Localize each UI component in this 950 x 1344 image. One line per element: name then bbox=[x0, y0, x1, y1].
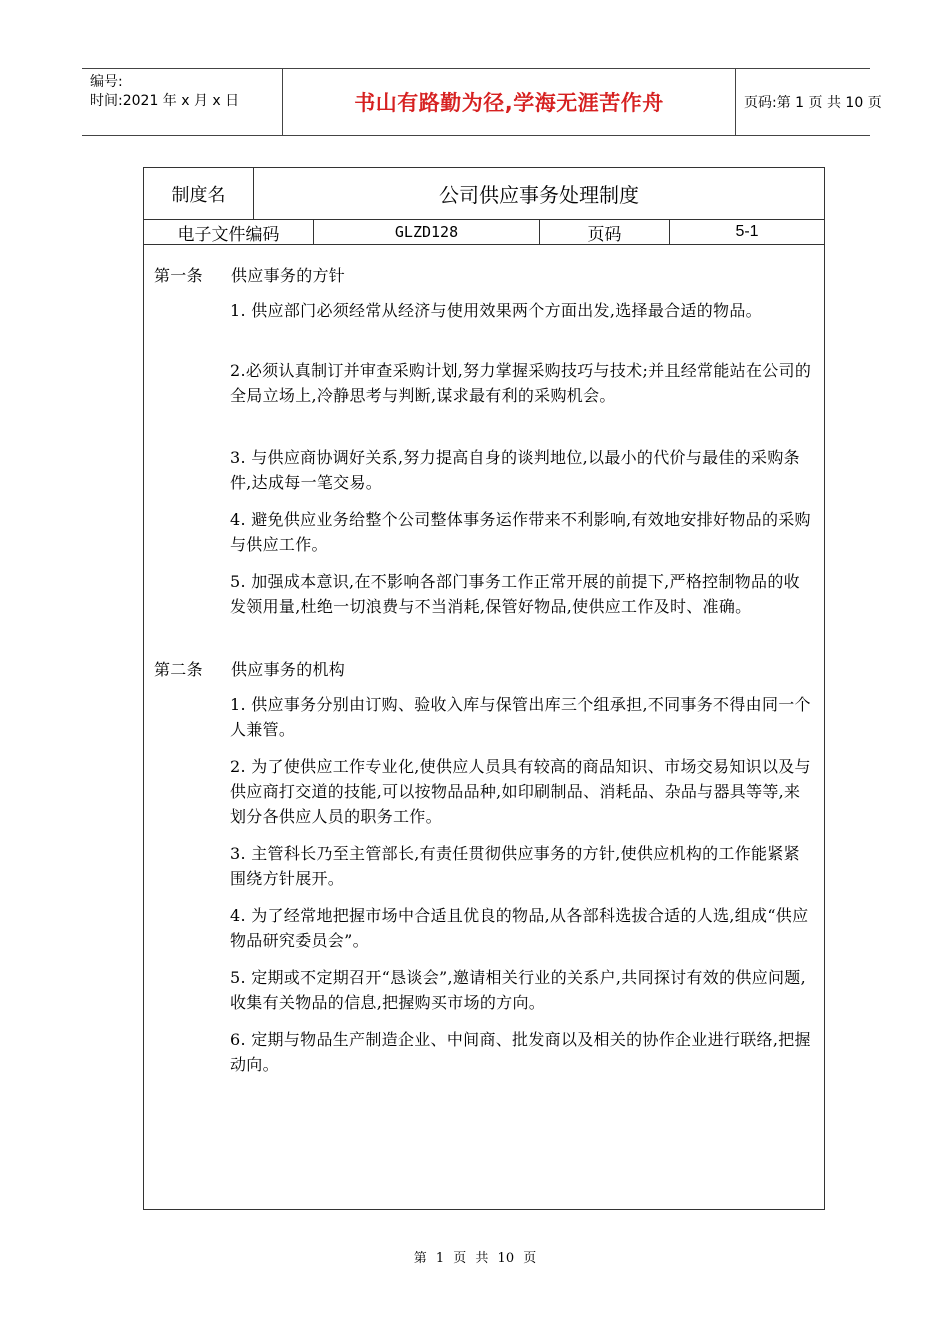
header-page-info: 页码:第 1 页 共 10 页 bbox=[744, 95, 882, 111]
regulation-name-label: 制度名 bbox=[144, 168, 254, 219]
regulation-title: 公司供应事务处理制度 bbox=[439, 183, 639, 207]
article-1-heading bbox=[154, 263, 345, 288]
header-meta bbox=[82, 69, 282, 135]
file-info-row bbox=[144, 220, 824, 245]
article-title: 供应事务的机构 bbox=[231, 660, 346, 679]
article-1-item-5: 5. 加强成本意识,在不影响各部门事务工作正常开展的前提下,严格控制物品的收发领用量,杜绝一切浪费与不当消耗,保管好物品,使供应工作及时、准确。 bbox=[230, 572, 800, 616]
page-header bbox=[82, 68, 882, 136]
date-label: 时间:2021 年 x 月 x 日 bbox=[90, 93, 240, 109]
header-motto: 书山有路勤为径,学海无涯苦作舟 bbox=[282, 69, 736, 135]
article-2-item-3: 3. 主管科长乃至主管部长,有责任贯彻供应事务的方针,使供应机构的工作能紧紧围绕方针展开。 bbox=[230, 844, 800, 888]
article-2-heading bbox=[154, 657, 345, 682]
article-title: 供应事务的方针 bbox=[231, 266, 346, 285]
article-number: 第一条 bbox=[154, 266, 203, 285]
doc-number-label: 编号: bbox=[90, 74, 123, 90]
regulation-document bbox=[143, 167, 825, 1210]
page-value: 5-1 bbox=[735, 223, 759, 240]
article-2-item-5: 5. 定期或不定期召开“恳谈会”,邀请相关行业的关系户,共同探讨有效的供应问题,收集有关物品的信息,把握购买市场的方向。 bbox=[230, 968, 806, 1012]
article-1-item-2: 2.必须认真制订并审查采购计划,努力掌握采购技巧与技术;并且经常能站在公司的全局立场上,冷静思考与判断,谋求最有利的采购机会。 bbox=[230, 361, 812, 405]
page-footer: 第 1 页 共 10 页 bbox=[413, 1251, 537, 1266]
article-2-item-2: 2. 为了使供应工作专业化,使供应人员具有较高的商品知识、市场交易知识以及与供应商打交道的技能,可以按物品品种,如印刷制品、消耗品、杂品与器具等等,来划分各供应人员的职务工作。 bbox=[230, 757, 811, 826]
article-1-item-4: 4. 避免供应业务给整个公司整体事务运作带来不利影响,有效地安排好物品的采购与供应工作。 bbox=[230, 510, 811, 554]
article-1-item-3: 3. 与供应商协调好关系,努力提高自身的谈判地位,以最小的代价与最佳的采购条件,达成每一笔交易。 bbox=[230, 448, 800, 492]
article-number: 第二条 bbox=[154, 660, 203, 679]
page-label: 页码 bbox=[540, 220, 670, 244]
regulation-body bbox=[144, 245, 824, 1209]
article-2-item-1: 1. 供应事务分别由订购、验收入库与保管出库三个组承担,不同事务不得由同一个人兼管。 bbox=[230, 695, 811, 739]
file-code-label: 电子文件编码 bbox=[144, 220, 314, 244]
article-2-item-6: 6. 定期与物品生产制造企业、中间商、批发商以及相关的协作企业进行联络,把握动向。 bbox=[230, 1030, 811, 1074]
title-row bbox=[144, 168, 824, 220]
file-code-value: GLZD128 bbox=[314, 220, 540, 244]
article-2-item-4: 4. 为了经常地把握市场中合适且优良的物品,从各部科选拔合适的人选,组成“供应物品研究委员会”。 bbox=[230, 906, 809, 950]
article-1-item-1: 1. 供应部门必须经常从经济与使用效果两个方面出发,选择最合适的物品。 bbox=[230, 301, 762, 320]
